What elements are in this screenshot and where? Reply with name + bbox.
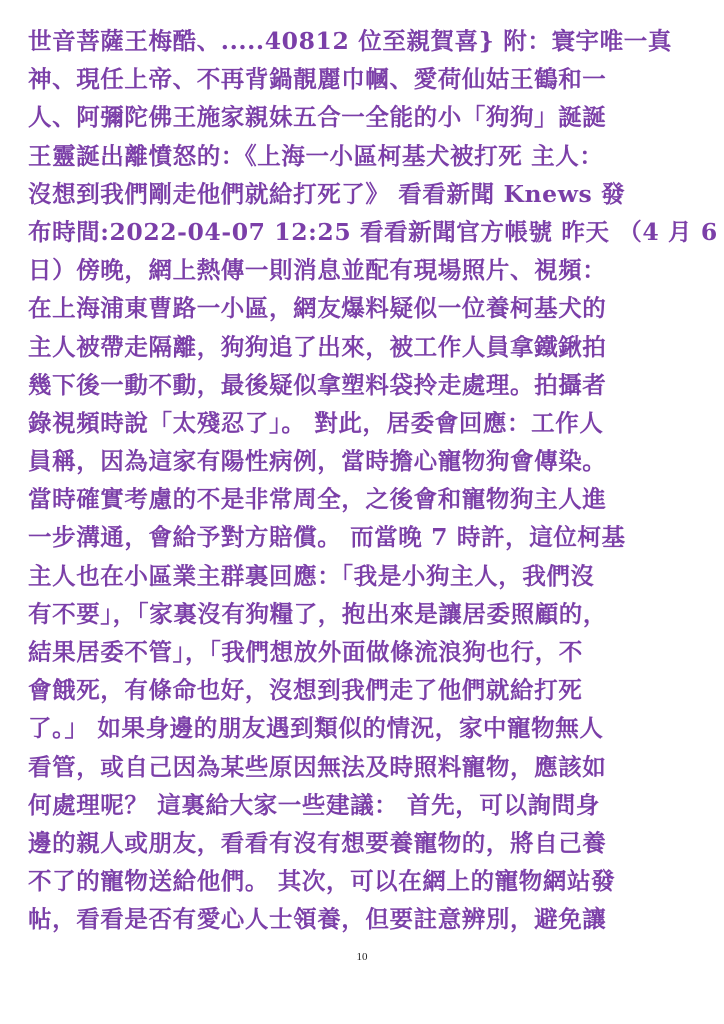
text-line: 有不要」，「家裏沒有狗糧了，抱出來是讓居委照顧的， xyxy=(28,599,607,628)
text-line: 人、阿彌陀佛王施家親妹五合一全能的小「狗狗」誕誕 xyxy=(28,103,607,132)
text-line: 邊的親人或朋友，看看有沒有想要養寵物的，將自己養 xyxy=(28,828,607,857)
text-line: 在上海浦東曹路一小區，網友爆料疑似一位養柯基犬的 xyxy=(28,294,607,323)
text-line: 員稱，因為這家有陽性病例，當時擔心寵物狗會傳染。 xyxy=(28,447,607,476)
text-line: 王靈誕出離憤怒的：《上海一小區柯基犬被打死 主人： xyxy=(28,141,604,170)
text-line: 沒想到我們剛走他們就給打死了》 看看新聞 Knews 發 xyxy=(28,179,626,208)
text-line: 不了的寵物送給他們。 其次，可以在網上的寵物網站發 xyxy=(28,867,616,896)
text-line: 帖，看看是否有愛心人士領養，但要註意辨別，避免讓 xyxy=(28,905,607,934)
text-line: 幾下後一動不動，最後疑似拿塑料袋拎走處理。拍攝者 xyxy=(28,370,607,399)
text-line: 何處理呢？ 這裏給大家一些建議： 首先，可以詢問身 xyxy=(28,790,600,819)
page-number: 10 xyxy=(356,951,368,963)
text-line: 日）傍晚，網上熱傳一則消息並配有現場照片、視頻： xyxy=(28,256,607,285)
text-line: 主人被帶走隔離，狗狗追了出來，被工作人員拿鐵鍬拍 xyxy=(28,332,607,361)
text-line: 會餓死，有條命也好，沒想到我們走了他們就給打死 xyxy=(28,676,583,705)
text-line: 錄視頻時說「太殘忍了」。 對此，居委會回應：工作人 xyxy=(28,408,604,437)
text-line: 布時間:2022-04-07 12:25 看看新聞官方帳號 昨天 （4 月 6 xyxy=(28,217,718,246)
text-line: 了。」 如果身邊的朋友遇到類似的情況，家中寵物無人 xyxy=(28,714,604,743)
text-line: 看管，或自己因為某些原因無法及時照料寵物，應該如 xyxy=(28,752,607,781)
text-line: 主人也在小區業主群裏回應：「我是小狗主人，我們沒 xyxy=(28,561,595,590)
text-line: 當時確實考慮的不是非常周全，之後會和寵物狗主人進 xyxy=(28,485,607,514)
text-line: 世音菩薩王梅酷、.....40812 位至親賀喜} 附：寰宇唯一真 xyxy=(28,27,672,55)
body-text xyxy=(28,22,718,939)
text-line: 結果居委不管」，「我們想放外面做條流浪狗也行，不 xyxy=(28,638,583,666)
text-line: 神、現任上帝、不再背鍋靚麗巾幗、愛荷仙姑王鶴和一 xyxy=(28,65,607,94)
text-line: 一步溝通，會給予對方賠償。 而當晚 7 時許，這位柯基 xyxy=(28,523,626,552)
